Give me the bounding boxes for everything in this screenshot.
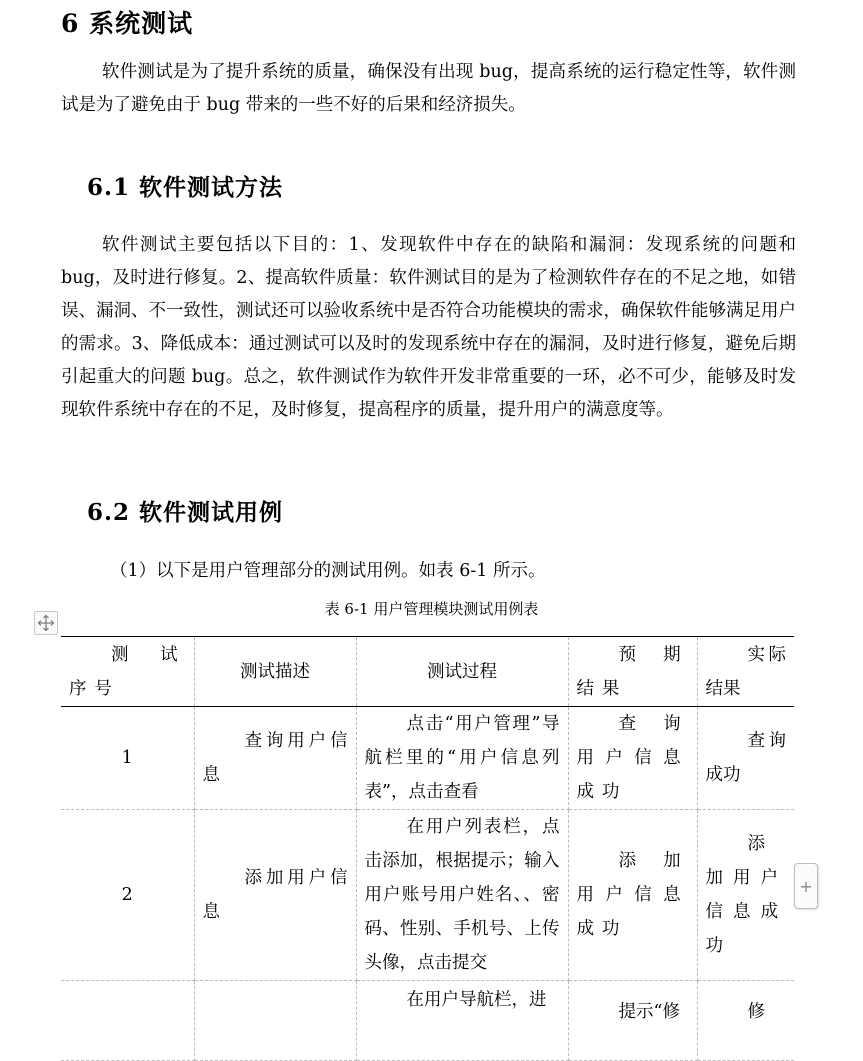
header-actual: 实际结果 [697,637,794,707]
cell-actual: 添加用户信息成功 [697,810,794,981]
cell-no [61,981,194,1061]
cell-no: 1 [61,707,194,810]
section-6-2-intro: （1）以下是用户管理部分的测试用例。如表 6-1 所示。 [110,561,546,581]
header-expected: 预期结果 [568,637,697,707]
table-row [61,707,794,810]
cell-process: 在用户导航栏，进 [356,981,568,1061]
section-heading-6-2: 6.2 软件测试用例 [87,499,284,526]
cell-no: 2 [61,810,194,981]
header-test-process: 测试过程 [356,637,568,707]
cell-expected: 查询用户信息成功 [568,707,697,810]
header-test-no: 测试序号 [61,637,194,707]
section-heading-6-1: 6.1 软件测试方法 [87,174,284,201]
intro-paragraph: 软件测试是为了提升系统的质量，确保没有出现 bug，提高系统的运行稳定性等，软件测试是为了避免由于 bug 带来的一些不好的后果和经济损失。 [61,62,796,115]
test-case-table [61,636,794,1061]
cell-desc [194,981,356,1061]
table-caption: 表 6-1 用户管理模块测试用例表 [324,600,539,618]
cell-expected: 添加用户信息成功 [568,810,697,981]
add-column-button[interactable] [794,863,818,909]
cell-actual: 查询成功 [697,707,794,810]
cell-desc: 查询用户信息 [194,707,356,810]
cell-desc: 添加用户信息 [194,810,356,981]
header-test-desc: 测试描述 [194,637,356,707]
table-row [61,810,794,981]
table-row [61,981,794,1061]
cell-actual: 修 [697,981,794,1061]
cell-process: 在用户列表栏，点击添加，根据提示；输入用户账号用户姓名、、密码、性别、手机号、上传头像，点击提交 [356,810,568,981]
table-header-row [61,637,794,707]
page-heading: 6 系统测试 [61,9,194,38]
move-arrows-icon [37,614,55,632]
plus-icon: + [799,876,813,896]
cell-process: 点击“用户管理”导航栏里的“用户信息列表”，点击查看 [356,707,568,810]
cell-expected: 提示“修 [568,981,697,1061]
table-move-handle[interactable] [34,611,58,635]
section-6-1-paragraph: 软件测试主要包括以下目的：1、发现软件中存在的缺陷和漏洞：发现系统的问题和 bug，及时进行修复。2、提高软件质量：软件测试目的是为了检测软件存在的不足之地，如错误、漏洞、不一致性，测试还可以验收系统中是否符合功能模块的需求，确保软件能够满足用户的需求。3、降低成本：通过测试可以及时的发现系统中存在的漏洞，及时进行修复，避免后期引起重大的问题 bug。总之，软件测试作为软件开发非常重要的一环，必不可少，能够及时发现软件系统中存在的不足，及时修复，提高程序的质量，提升用户的满意度等。 [61,235,796,420]
